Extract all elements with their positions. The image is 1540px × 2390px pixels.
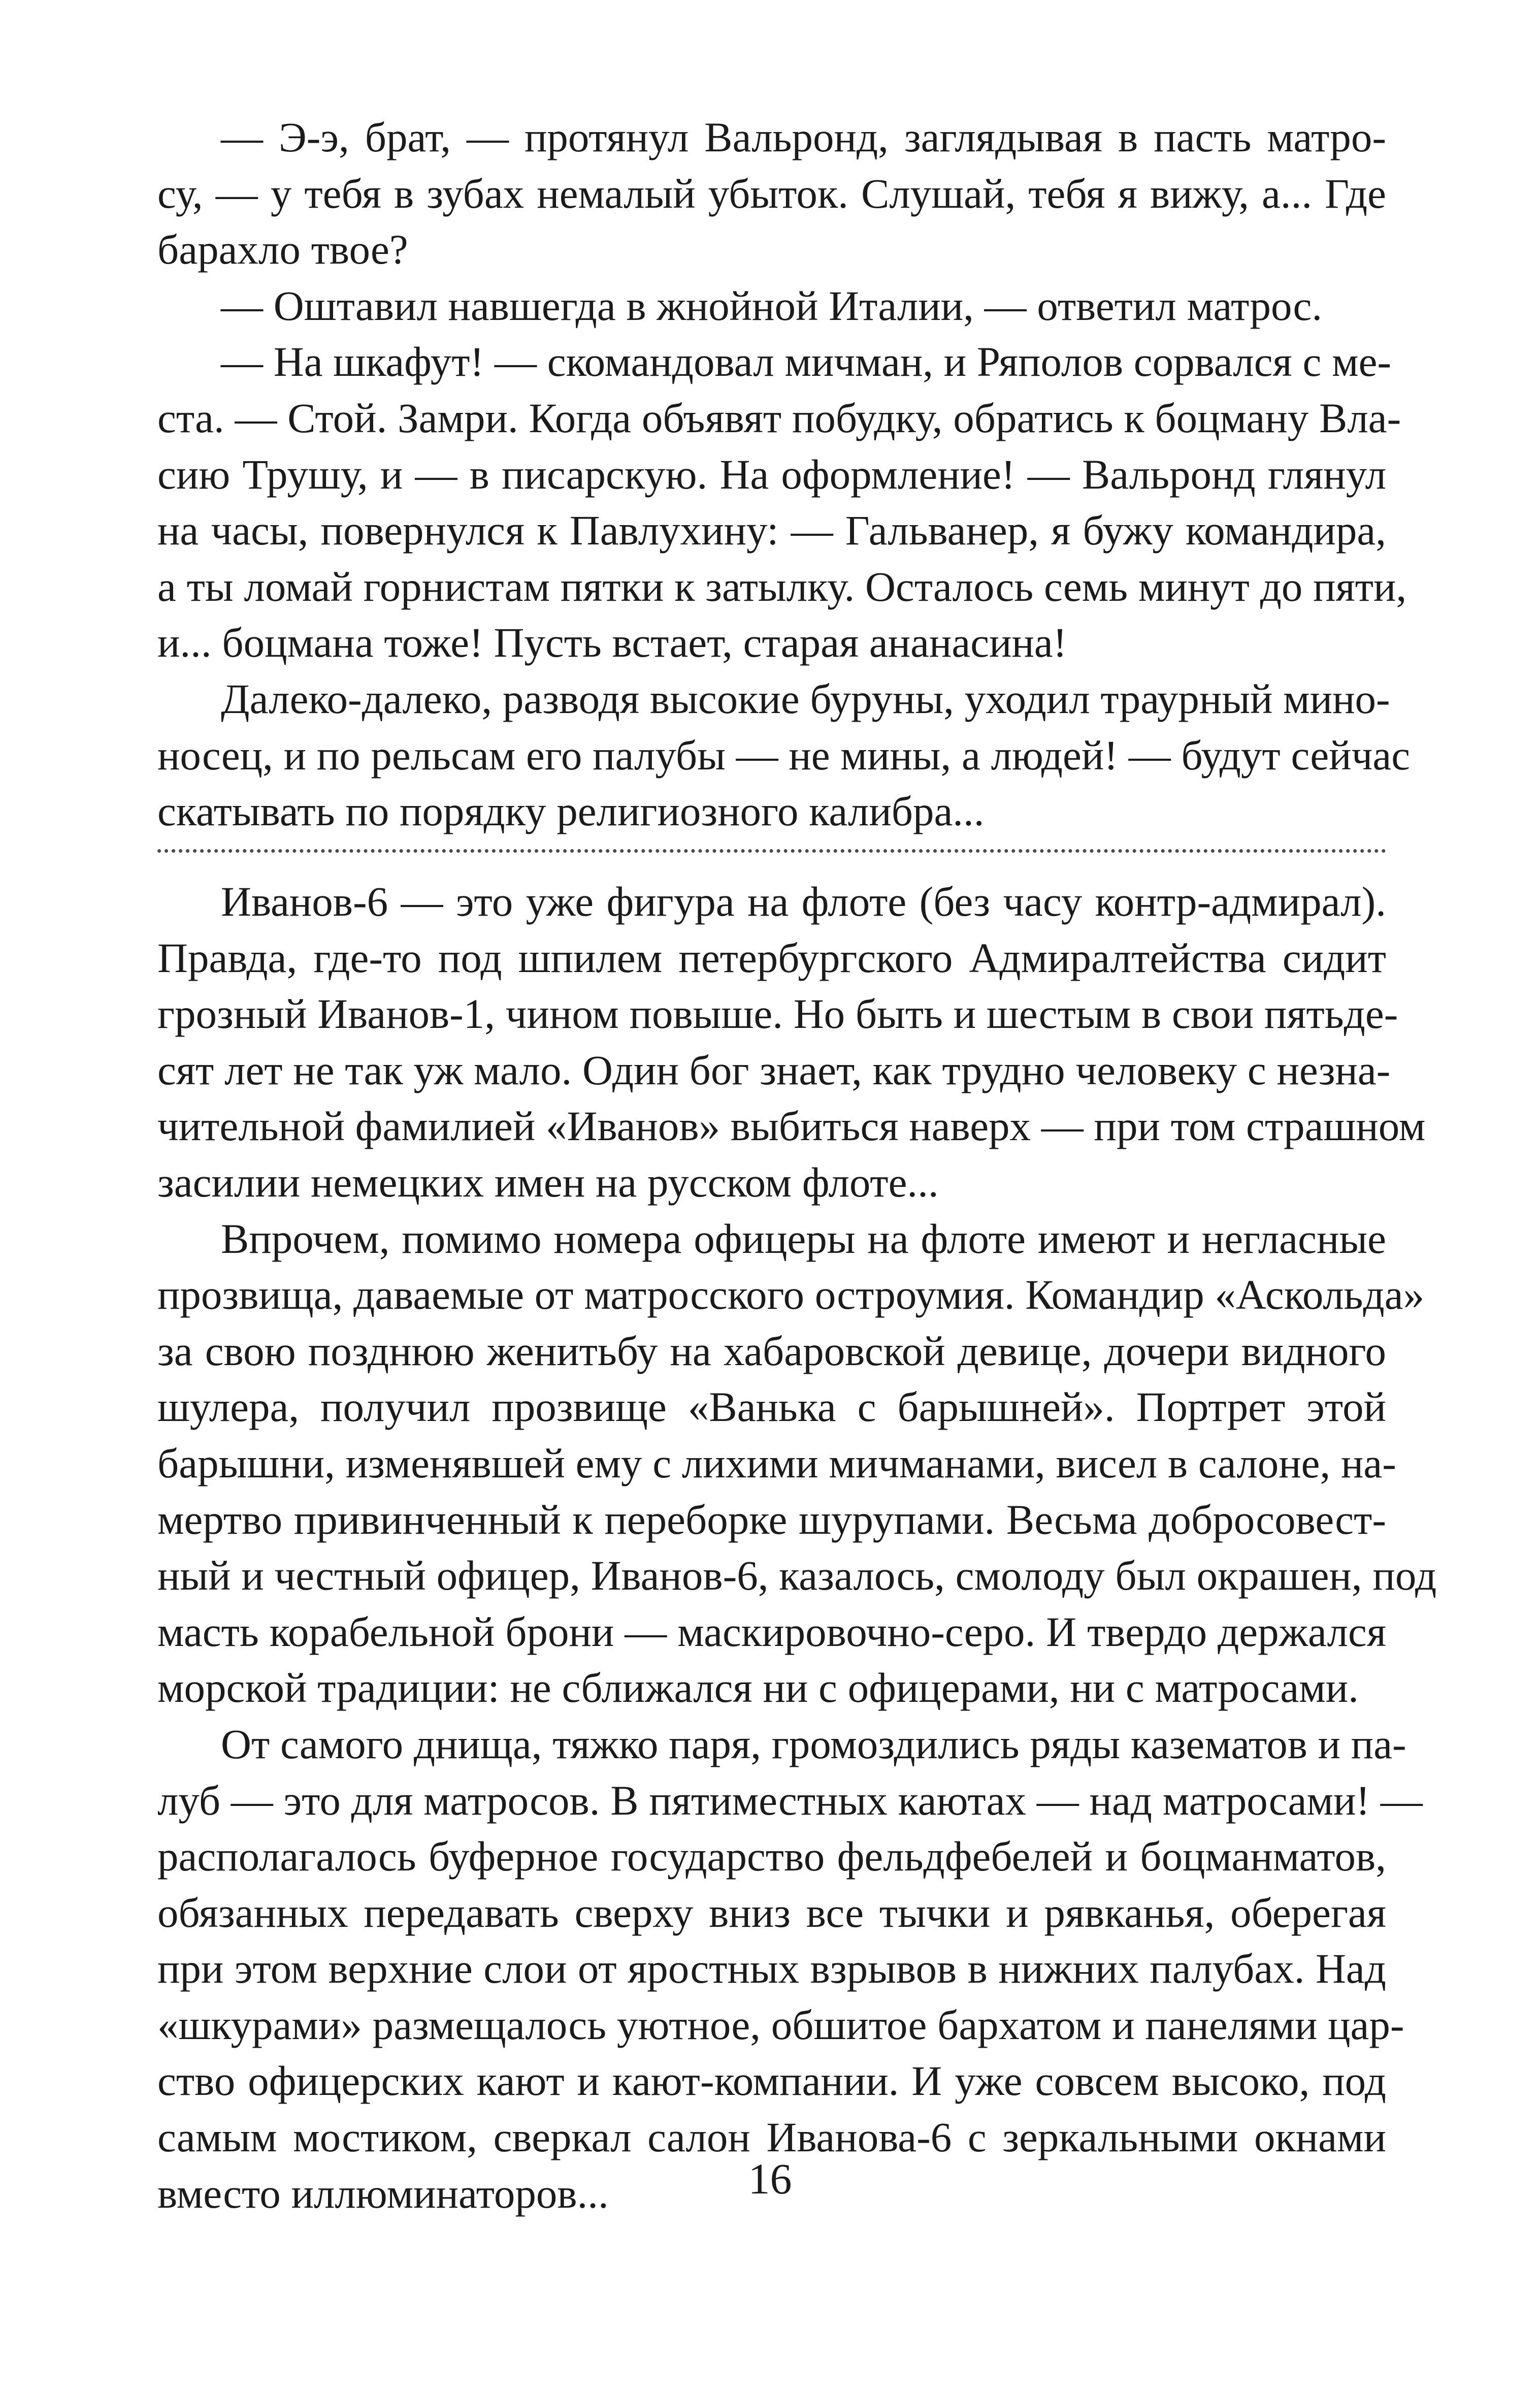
text-line: при этом верхние слои от яростных взрывов в нижних палубах. Над <box>157 1945 1386 1992</box>
text-line: От самого днища, тяжко паря, громоздились ряды казематов и па- <box>221 1720 1406 1767</box>
text-line: грозный Иванов-1, чином повыше. Но быть и шестым в свои пятьде- <box>157 990 1398 1038</box>
paragraph-5 <box>157 874 1426 1211</box>
text-line: вместо иллюминаторов... <box>157 2170 609 2217</box>
text-line: масть корабельной брони — маскировочно-серо. И твердо держался <box>157 1608 1386 1655</box>
text-line: — На шкафут! — скомандовал мичман, и Ряполов сорвался с ме- <box>221 338 1392 385</box>
text-line: за свою позднюю женитьбу на хабаровской девице, дочери видного <box>157 1327 1386 1374</box>
text-line: сию Трушу, и — в писарскую. На оформление! — Вальронд глянул <box>157 450 1386 498</box>
text-line: чительной фамилией «Иванов» выбиться наверх — при том страшном <box>157 1103 1426 1150</box>
text-line: луб — это для матросов. В пятиместных каютах — над матросами! — <box>157 1777 1423 1824</box>
text-line: ный и честный офицер, Иванов-6, казалось, смолоду был окрашен, под <box>157 1552 1437 1599</box>
text-line: ство офицерских кают и кают-компании. И уже совсем высоко, под <box>157 2057 1386 2105</box>
text-line: Впрочем, помимо номера офицеры на флоте имеют и негласные <box>221 1215 1386 1262</box>
text-line: скатывать по порядку религиозного калибра... <box>157 788 985 835</box>
text-line: барышни, изменявшей ему с лихими мичманами, висел в салоне, на- <box>157 1439 1396 1487</box>
text-line: «шкурами» размещалось уютное, обшитое бархатом и панелями цар- <box>157 2001 1404 2048</box>
paragraph-4 <box>157 671 1411 839</box>
text-line: ста. — Стой. Замри. Когда объявят побудку, обратись к боцману Вла- <box>157 394 1401 441</box>
text-line: су, — у тебя в зубах немалый убыток. Слушай, тебя я вижу, а... Где <box>157 170 1386 217</box>
text-line: — Оштавил навшегда в жнойной Италии, — ответил матрос. <box>221 282 1323 329</box>
text-line: носец, и по рельсам его палубы — не мины, а людей! — будут сейчас <box>157 731 1411 779</box>
text-block-bottom <box>157 874 1437 2221</box>
text-line: шулера, получил прозвище «Ванька с барышней». Портрет этой <box>157 1383 1386 1431</box>
text-line: обязанных передавать сверху вниз все тычки и рявканья, оберегая <box>157 1889 1386 1936</box>
text-line: Иванов-6 — это уже фигура на флоте (без часу контр-адмирал). <box>221 878 1386 925</box>
text-block-top <box>157 109 1411 839</box>
paragraph-7 <box>157 1716 1423 2221</box>
text-line: — Э-э, брат, — протянул Вальронд, заглядывая в пасть матро- <box>221 114 1386 160</box>
paragraph-6 <box>157 1211 1437 1716</box>
text-line: сят лет не так уж мало. Один бог знает, как трудно человеку с незна- <box>157 1046 1391 1093</box>
text-line: и... боцмана тоже! Пусть встает, старая ананасина! <box>157 619 1067 666</box>
text-line: а ты ломай горнистам пятки к затылку. Осталось семь минут до пяти, <box>157 563 1407 610</box>
paragraph-3 <box>157 334 1407 671</box>
text-line: Правда, где-то под шпилем петербургского Адмиралтейства сидит <box>157 934 1386 981</box>
paragraph-1 <box>157 109 1386 278</box>
section-divider <box>157 849 1386 853</box>
text-line: прозвища, даваемые от матросского остроумия. Командир «Аскольда» <box>157 1271 1425 1318</box>
paragraph-2 <box>157 278 1386 334</box>
text-line: на часы, повернулся к Павлухину: — Гальванер, я бужу командира, <box>157 507 1386 554</box>
text-line: располагалось буферное государство фельдфебелей и боцманматов, <box>157 1833 1386 1880</box>
text-line: морской традиции: не сближался ни с офицерами, ни с матросами. <box>157 1664 1359 1711</box>
text-line: самым мостиком, сверкал салон Иванова-6 с зеркальными окнами <box>157 2114 1386 2161</box>
text-line: барахло твое? <box>157 226 408 273</box>
text-line: мертво привинченный к переборке шурупами. Весьма добросовест- <box>157 1496 1386 1543</box>
text-line: засилии немецких имен на русском флоте... <box>157 1158 939 1206</box>
page-number: 16 <box>748 2154 792 2203</box>
text-line: Далеко-далеко, разводя высокие буруны, уходил траурный мино- <box>221 675 1390 722</box>
